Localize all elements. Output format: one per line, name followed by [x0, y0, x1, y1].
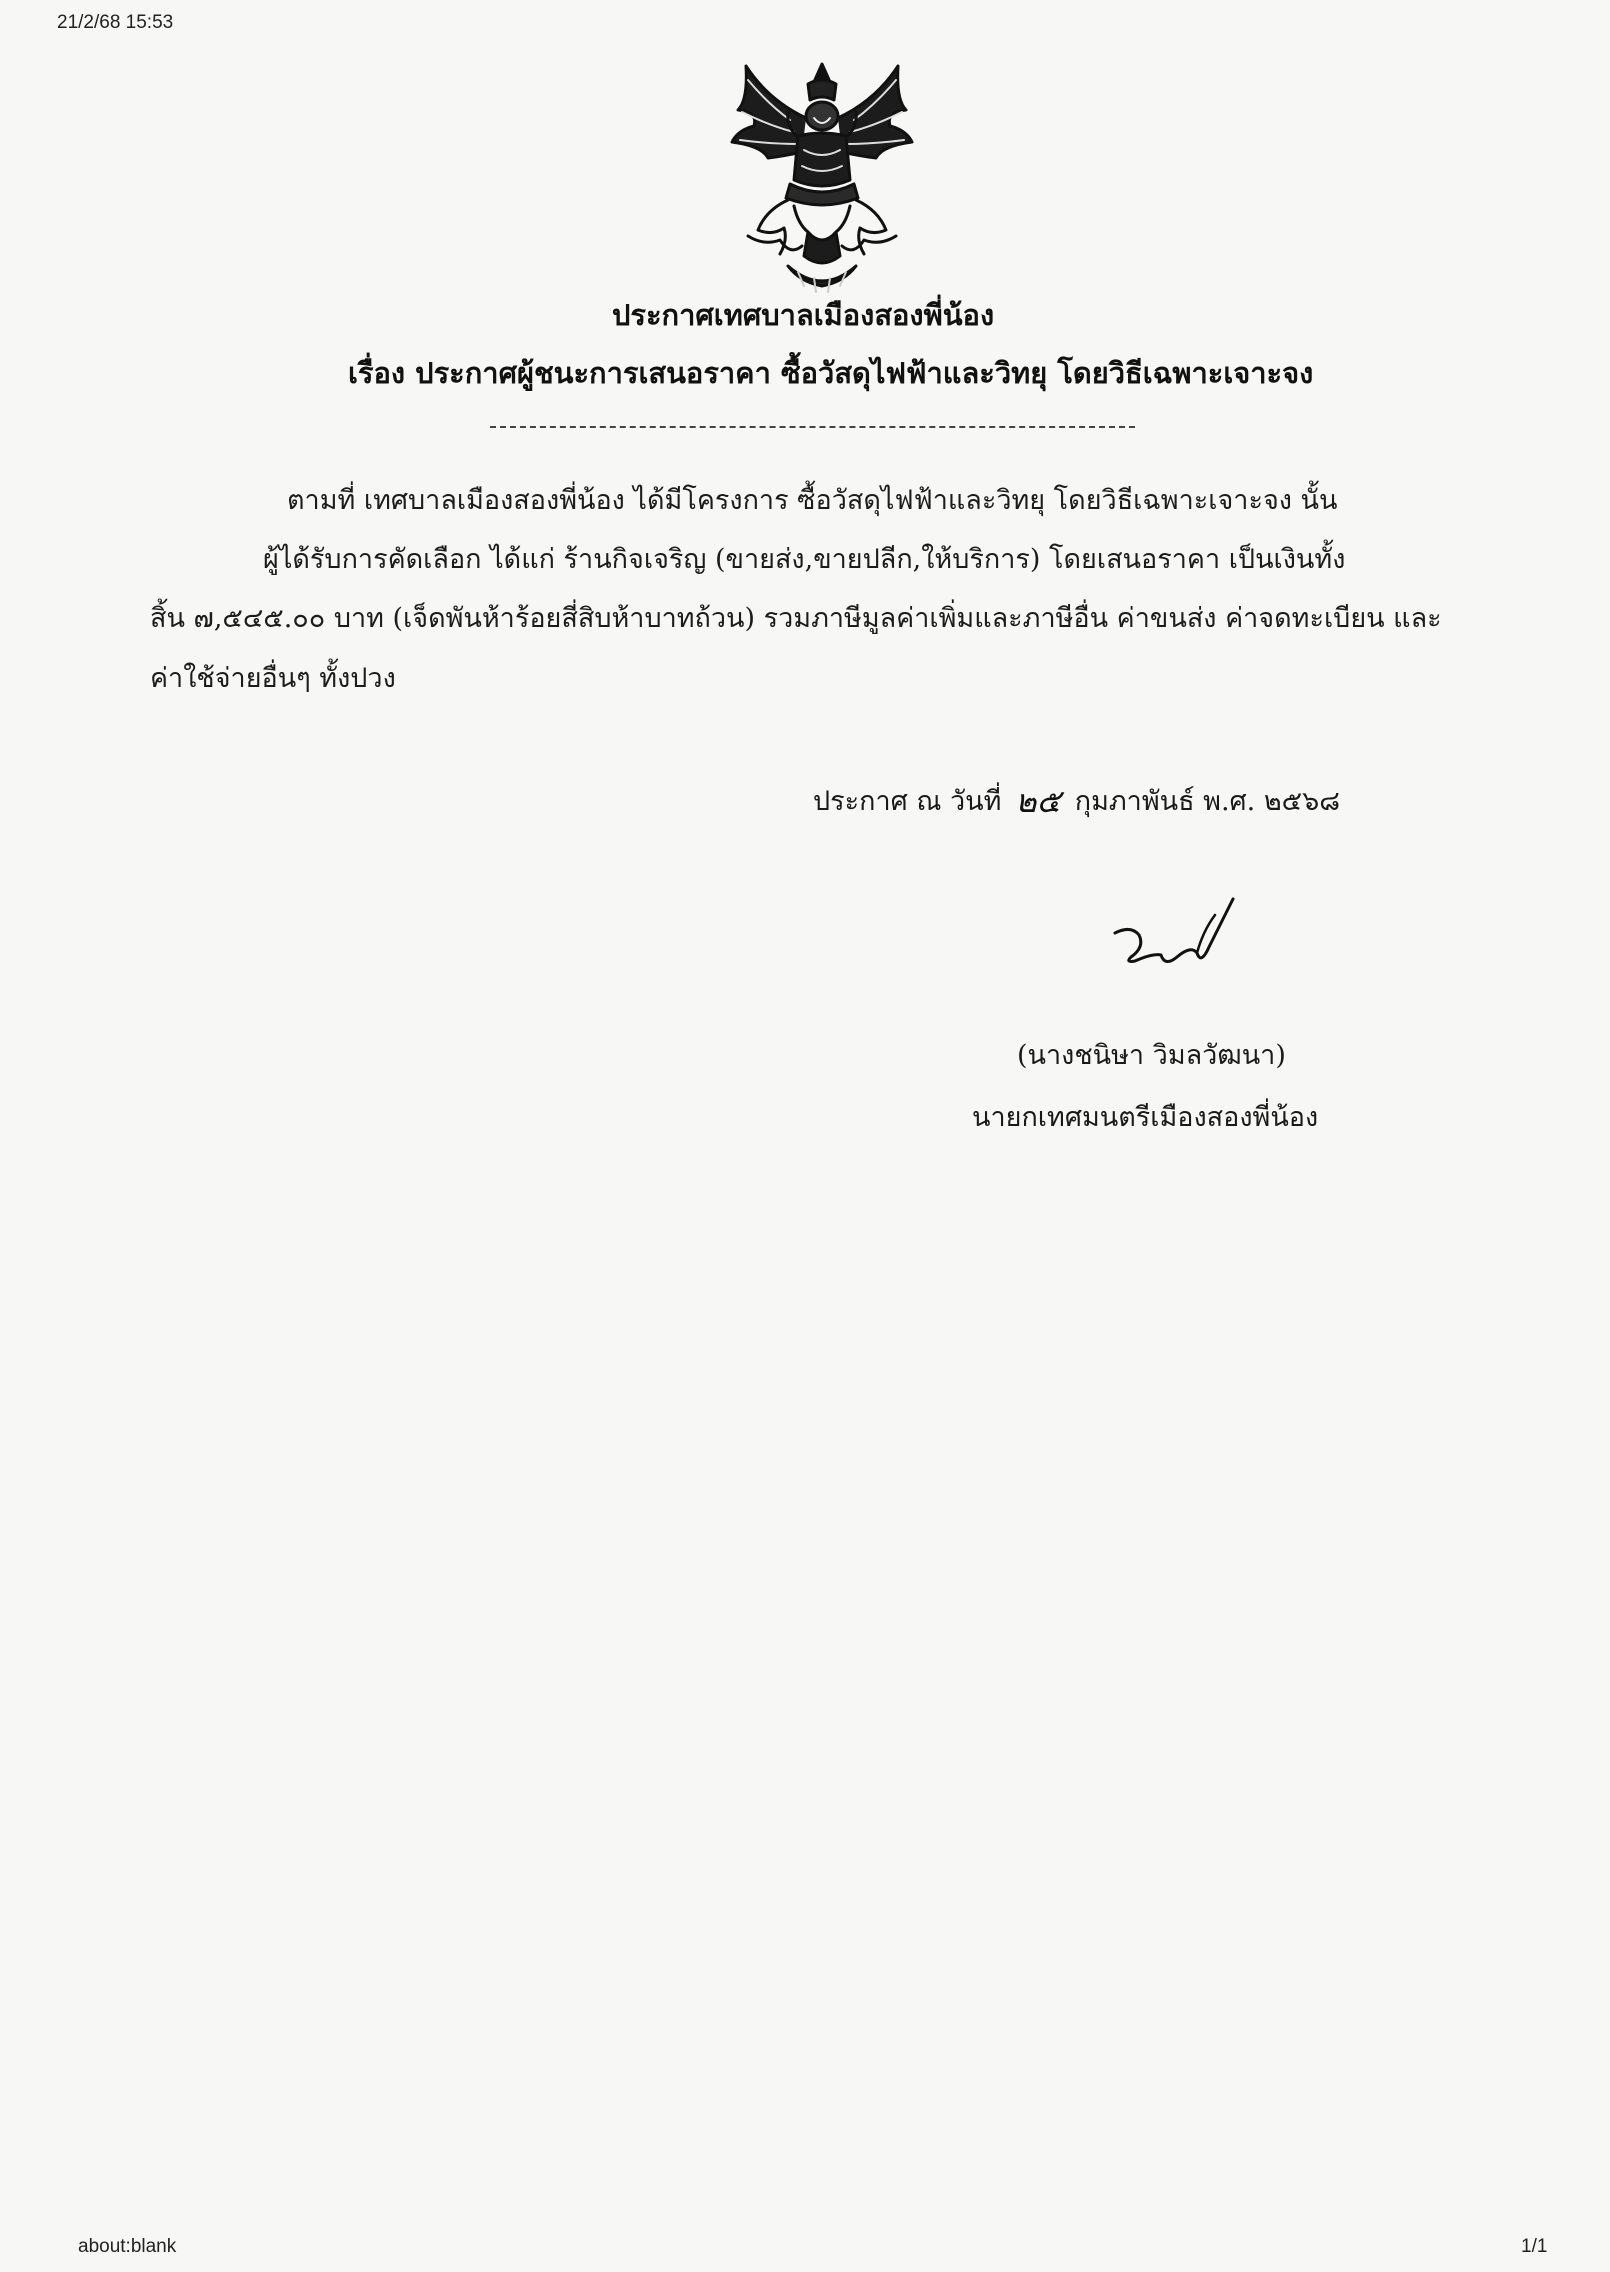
date-month-year: กุมภาพันธ์ พ.ศ. ๒๕๖๘ [1074, 786, 1341, 817]
signatory-name: (นางชนิษา วิมลวัฒนา) [1017, 1040, 1286, 1071]
announcement-date [813, 776, 1340, 827]
announcement-title: ประกาศเทศบาลเมืองสองพี่น้อง [612, 298, 995, 332]
signature-icon [1105, 895, 1245, 985]
date-day-handwritten: ๒๕ [1015, 782, 1061, 820]
garuda-emblem-icon [728, 60, 916, 296]
signatory-position: นายกเทศมนตรีเมืองสองพี่น้อง [972, 1102, 1319, 1133]
print-timestamp: 21/2/68 15:53 [57, 12, 174, 33]
body-line-1: ตามที่ เทศบาลเมืองสองพี่น้อง ได้มีโครงการ ซื้อวัสดุไฟฟ้าและวิทยุ โดยวิธีเฉพาะเจาะจง นั้น [287, 485, 1338, 516]
print-page-indicator: 1/1 [1521, 2236, 1548, 2257]
body-line-3: สิ้น ๗,๕๔๕.๐๐ บาท (เจ็ดพันห้าร้อยสี่สิบห้าบาทถ้วน) รวมภาษีมูลค่าเพิ่มและภาษีอื่น ค่าขนส่ง ค่าจดทะเบียน และ [150, 603, 1442, 634]
date-prefix: ประกาศ ณ วันที่ [813, 786, 1002, 817]
body-line-4: ค่าใช้จ่ายอื่นๆ ทั้งปวง [150, 663, 396, 694]
print-url: about:blank [78, 2236, 177, 2257]
announcement-subject: เรื่อง ประกาศผู้ชนะการเสนอราคา ซื้อวัสดุไฟฟ้าและวิทยุ โดยวิธีเฉพาะเจาะจง [348, 356, 1314, 390]
separator-line [490, 426, 1135, 428]
body-line-2: ผู้ได้รับการคัดเลือก ได้แก่ ร้านกิจเจริญ (ขายส่ง,ขายปลีก,ให้บริการ) โดยเสนอราคา เป็นเงินทั้ง [263, 544, 1346, 575]
